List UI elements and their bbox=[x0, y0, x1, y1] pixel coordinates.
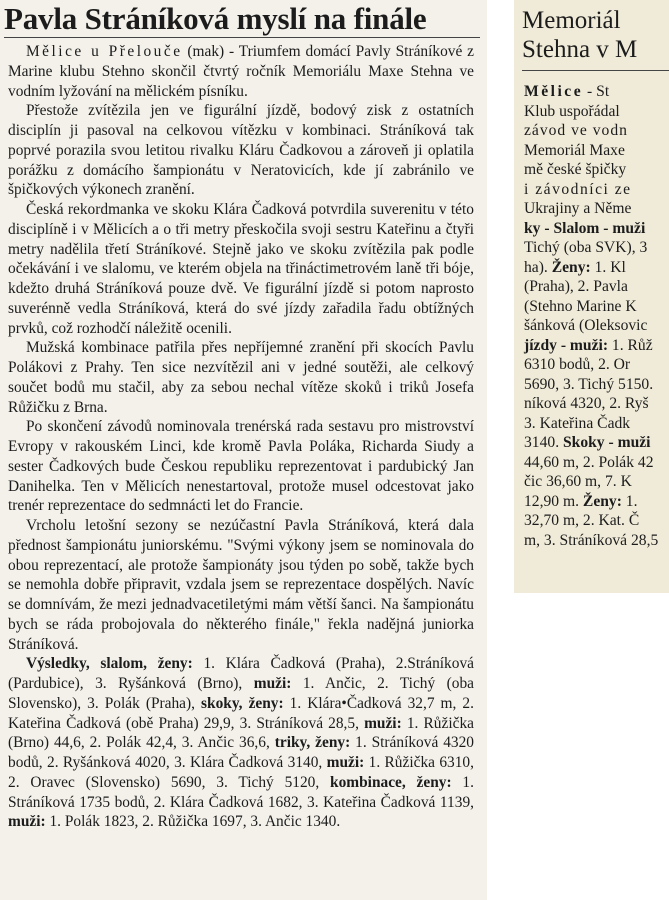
text-line: (Praha), 2. Pavla bbox=[524, 278, 628, 295]
text-line: (Stehno Marine K bbox=[524, 297, 637, 315]
text-line: Ukrajiny a Něme bbox=[524, 200, 632, 217]
headline-rule bbox=[4, 37, 480, 38]
text-line: čic 36,60 m, 7. K bbox=[524, 473, 632, 490]
text-line: mě české špičky bbox=[524, 161, 627, 178]
text-line: šánková (Oleksovic bbox=[524, 317, 648, 334]
paragraph: Vrcholu letošní sezony se nezúčastní Pavla Stráníková, která dala přednost šampionátu juniorskému. "Svými výkony jsem se nominovala do obou reprezentací, ale protože šampionáty jsou týden po sobě, takže bych se nemohla dobře připravit, vzdala jsem se reprezentace dospělých. Navíc se domnívám, že mezi jednadvacetiletými mám větší šanci. Na šampionátu bych se ráda probojovala do některého finále," řekla nadějná juniorka Stráníková. bbox=[8, 517, 474, 653]
text-line: 12,90 m. Ženy: 1. bbox=[524, 492, 638, 510]
text-line: i závodníci ze bbox=[524, 180, 632, 198]
text-line: ha). Ženy: 1. Kl bbox=[524, 258, 626, 276]
text-line: 3140. Skoky - muži bbox=[524, 434, 651, 451]
text-line: 44,60 m, 2. Polák 42 bbox=[524, 453, 654, 471]
paragraph: Česká rekordmanka ve skoku Klára Čadková potvrdila suverenitu v této disciplíně i v Mělicích a o tři metry přeskočila svoji sestru Kateřinu a čtyři metry nadělila třetí Stráníkové. Stejně jako ve skoku zvítězila pak podle očekávání i ve slalomu, ve kterém objela na třináctimetrovém laně tři bóje, kdežto druhá Stráníková pouze dvě. Ve figurální jízdě si potom naprosto suverénně vedla Stráníková, která do své jízdy zařadila řadu obtížných prvků, což rozhodčí náležitě ocenili. bbox=[8, 201, 474, 337]
article-headline: Pavla Stráníková myslí na finále bbox=[4, 1, 427, 36]
text-line: ky - Slalom - muži bbox=[524, 219, 646, 237]
paragraph: Přestože zvítězila jen ve figurální jízdě, bodový zisk z ostatních disciplín ji pasoval na celkovou vítězku v kombinaci. Stráníková tak poprvé porazila svou letitou rivalku Kláru Čadkovou a zároveň ji oplatila porážku z domácího šampionátu v Neratovicích, kde jí zabránilo ve špičkových výkonech zranění. bbox=[8, 102, 474, 199]
right-article-clipping bbox=[514, 0, 669, 593]
right-headline: Memoriál Stehna v M bbox=[522, 7, 638, 63]
text-line: 5690, 3. Tichý 5150. bbox=[524, 375, 654, 393]
article-body bbox=[8, 42, 474, 832]
text-line: Memoriál Maxe bbox=[524, 141, 625, 159]
text-line: závod ve vodn bbox=[524, 122, 628, 139]
results-paragraph: Výsledky, slalom, ženy: 1. Klára Čadková (Praha), 2.Stráníková (Pardubice), 3. Ryšánková (Brno), muži: 1. Ančic, 2. Tichý (oba Slovensko), 3. Polák (Praha), skoky, ženy: 1. Klára•Čadková 32,7 m, 2. Kateřina Čadková (obě Praha) 29,9, 3. Stráníková 28,5, muži: 1. Růžička (Brno) 44,6, 2. Polák 42,4, 3. Ančic 36,6, triky, ženy: 1. Stráníková 4320 bodů, 2. Ryšánková 4020, 3. Klára Čadková 3140, muži: 1. Růžička 6310, 2. Oravec (Slovensko) 5690, 3. Tichý 5120, kombinace, ženy: 1. Stráníková 1735 bodů, 2. Klára Čadková 1682, 3. Kateřina Čadková 1139, muži: 1. Polák 1823, 2. Růžička 1697, 3. Ančic 1340. bbox=[8, 655, 475, 831]
paragraph: Po skončení závodů nominovala trenérská rada sestavu pro mistrovství Evropy v rakouském Linci, kde kromě Pavla Poláka, Richarda Siudy a sester Čadkových bude Českou republiku reprezentovat i pardubický Jan Danihelka. Ten v Mělicích nenestartoval, protože musel odcestovat jako trenér reprezentace do sedmnácti let do Francie. bbox=[8, 418, 474, 515]
text-line: Klub uspořádal bbox=[524, 102, 620, 120]
text-line: 3. Kateřina Čadk bbox=[524, 414, 631, 432]
text-line: 32,70 m, 2. Kat. Č bbox=[524, 512, 640, 529]
right-article-body bbox=[524, 82, 669, 550]
text-line: Tichý (oba SVK), 3 bbox=[524, 239, 648, 256]
paragraph: Mužská kombinace patřila přes nepříjemné zranění při skocích Pavlu Polákovi z Prahy. Ten sice nezvítězil ani v jedné soutěži, ale celkový součet bodů mu stačil, aby za sebou nechal vítěze skoků i triků Josefa Růžičku z Brna. bbox=[8, 339, 474, 416]
right-headline-rule bbox=[522, 70, 669, 71]
paragraph-intro: Mělice u Přelouče (mak) - Triumfem domácí Pavly Stráníkové z Marine klubu Stehno skončil čtvrtý ročník Memoriálu Maxe Stehna ve vodním lyžování na mělickém písníku. bbox=[8, 43, 475, 100]
text-line: Mělice - St bbox=[524, 83, 610, 100]
text-line: m, 3. Stráníková 28,5 bbox=[524, 531, 659, 549]
text-line: jízdy - muži: 1. Růž bbox=[524, 336, 653, 354]
text-line: níková 4320, 2. Ryš bbox=[524, 395, 649, 412]
dateline: Mělice u Přelouče bbox=[26, 43, 183, 60]
text-line: 6310 bodů, 2. Or bbox=[524, 356, 631, 373]
